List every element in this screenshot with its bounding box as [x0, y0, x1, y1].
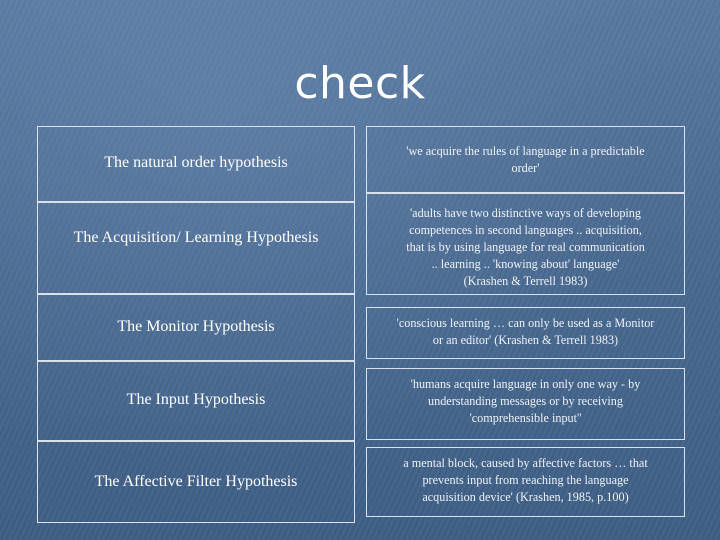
- quote-text: [375, 205, 676, 290]
- hypothesis-label: The Acquisition/ Learning Hypothesis: [73, 229, 319, 246]
- quote-line: 'adults have two distinctive ways of developing: [409, 206, 641, 220]
- hypothesis-label: The Monitor Hypothesis: [117, 318, 275, 335]
- right-box-2: [366, 193, 685, 295]
- quote-text: [375, 315, 676, 349]
- quote-line: 'comprehensible input'': [469, 411, 582, 425]
- quote-line: 'we acquire the rules of language in a predictable: [406, 144, 645, 158]
- quote-line: acquisition device' (Krashen, 1985, p.100): [422, 490, 629, 504]
- quote-line: prevents input from reaching the language: [422, 473, 629, 487]
- hypothesis-label: The Affective Filter Hypothesis: [94, 473, 298, 490]
- right-box-1: [366, 126, 685, 193]
- left-box-5: [37, 441, 355, 523]
- left-box-4: [37, 361, 355, 441]
- right-box-4: [366, 368, 685, 440]
- quote-line: a mental block, caused by affective factors … that: [403, 456, 648, 470]
- quote-line: understanding messages or by receiving: [428, 394, 623, 408]
- quote-text: [375, 143, 676, 177]
- quote-line: 'conscious learning … can only be used as a Monitor: [396, 316, 655, 330]
- quote-line: 'humans acquire language in only one way - by: [410, 377, 641, 391]
- hypothesis-label: The Input Hypothesis: [126, 391, 266, 408]
- left-box-3: [37, 294, 355, 361]
- left-box-2: [37, 202, 355, 294]
- quote-text: [375, 455, 676, 506]
- quote-line: that is by using language for real communication: [406, 240, 645, 254]
- slide-title: check: [294, 58, 426, 109]
- quote-line: .. learning .. 'knowing about' language': [431, 257, 620, 271]
- quote-line: order': [511, 161, 540, 175]
- quote-line: (Krashen & Terrell 1983): [463, 274, 588, 288]
- quote-text: [375, 376, 676, 427]
- left-box-1: [37, 126, 355, 202]
- quote-line: or an editor' (Krashen & Terrell 1983): [432, 333, 619, 347]
- right-box-5: [366, 447, 685, 517]
- hypothesis-label: The natural order hypothesis: [104, 154, 288, 171]
- right-box-3: [366, 307, 685, 359]
- quote-line: competences in second languages .. acquisition,: [409, 223, 642, 237]
